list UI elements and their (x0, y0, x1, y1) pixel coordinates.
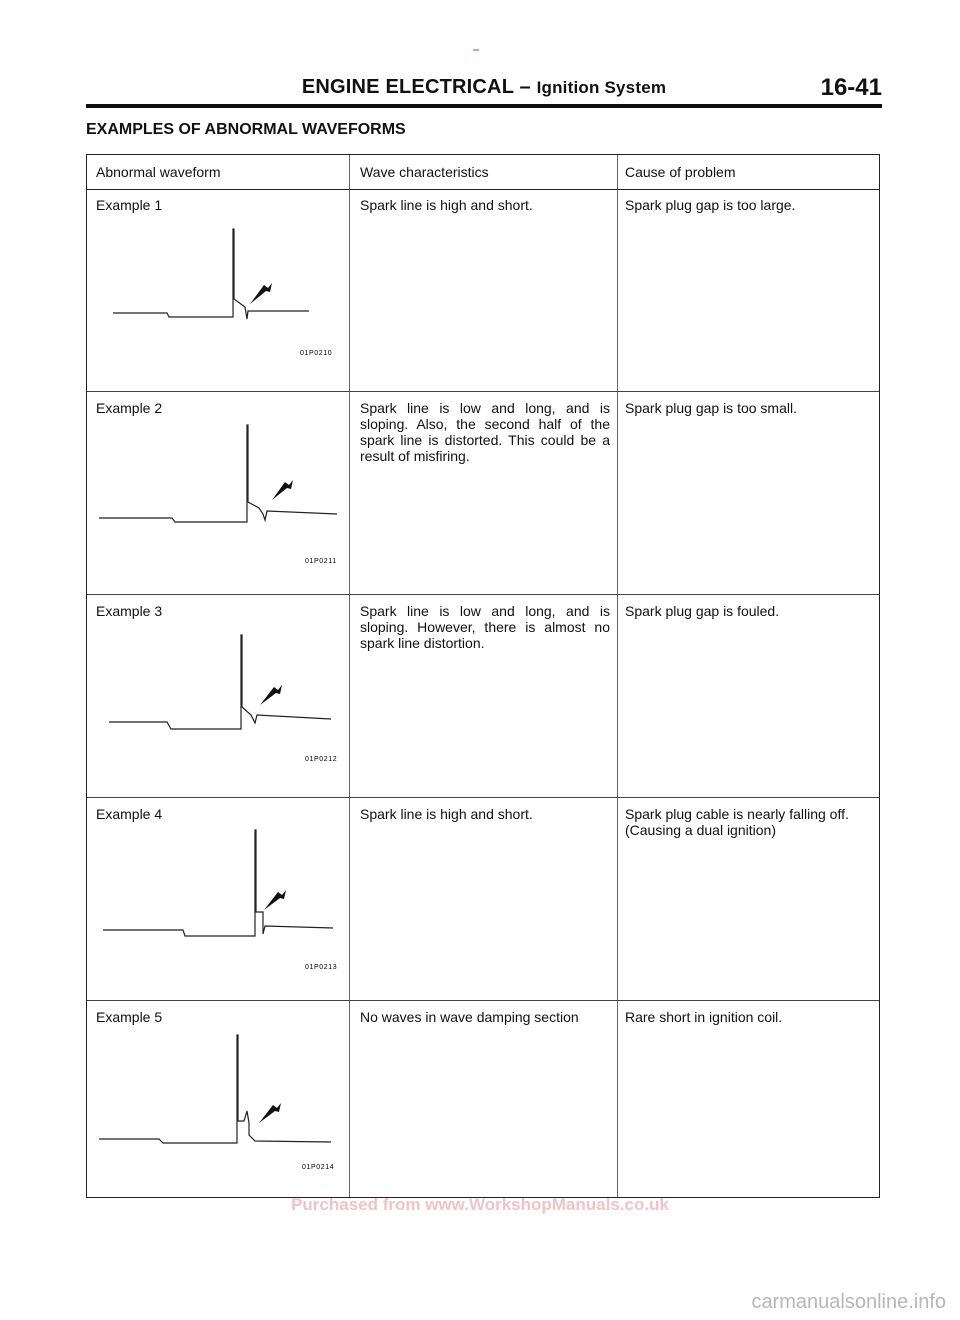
waveform-figure (87, 1001, 349, 1199)
figure-code: 01P0212 (305, 756, 338, 763)
header-title-main: ENGINE ELECTRICAL – (301, 76, 537, 98)
header-wave-characteristics: Wave characteristics (360, 164, 489, 180)
waveform-figure (87, 595, 349, 798)
waveform-trace (103, 830, 333, 936)
figure-code: 01P0214 (302, 1164, 335, 1171)
waveform-trace (99, 1035, 331, 1143)
header-abnormal-waveform: Abnormal waveform (96, 164, 221, 180)
arrow-icon (272, 480, 293, 500)
table-row (87, 1000, 879, 1198)
arrow-icon (250, 283, 272, 304)
example-label: Example 5 (96, 1009, 163, 1025)
waveform-trace (109, 635, 331, 729)
table-row (87, 391, 879, 594)
waveform-trace (113, 229, 309, 319)
cause-of-problem: Spark plug cable is nearly falling off. (Causing a dual ignition) (625, 806, 849, 838)
arrow-icon (259, 1103, 281, 1123)
header-title (86, 76, 882, 99)
print-mark (473, 49, 479, 51)
site-watermark: carmanualsonline.info (751, 1291, 946, 1313)
cause-of-problem: Rare short in ignition coil. (625, 1009, 783, 1025)
watermark-text: Purchased from www.WorkshopManuals.co.uk (291, 1195, 669, 1214)
table-row (87, 594, 879, 797)
table-row (87, 189, 879, 391)
cause-of-problem: Spark plug gap is too small. (625, 400, 797, 416)
section-title: EXAMPLES OF ABNORMAL WAVEFORMS (86, 121, 406, 138)
table-row (87, 797, 879, 1000)
example-label: Example 1 (96, 197, 163, 213)
waveform-figure (87, 392, 349, 595)
wave-characteristics: Spark line is high and short. (360, 197, 533, 213)
example-label: Example 3 (96, 603, 163, 619)
table-header (87, 155, 879, 190)
arrow-icon (260, 685, 282, 705)
wave-characteristics: Spark line is high and short. (360, 806, 533, 822)
arrow-icon (264, 890, 286, 910)
wave-characteristics: Spark line is low and long, and is sloping. However, there is almost no spark line distortion. (360, 603, 610, 651)
header-cause-of-problem: Cause of problem (625, 164, 736, 180)
figure-code: 01P0213 (305, 964, 338, 971)
figure-code: 01P0210 (300, 350, 333, 357)
cause-of-problem: Spark plug gap is too large. (625, 197, 796, 213)
wave-characteristics: Spark line is low and long, and is sloping. Also, the second half of the spark line is distorted. This could be a result of misfiring. (360, 400, 610, 464)
example-label: Example 2 (96, 400, 163, 416)
cause-of-problem: Spark plug gap is fouled. (625, 603, 780, 619)
waveform-table (86, 154, 880, 1198)
header-title-sub: Ignition System (536, 78, 667, 97)
wave-characteristics: No waves in wave damping section (360, 1009, 579, 1025)
waveform-trace (99, 425, 337, 522)
waveform-figure (87, 798, 349, 1001)
example-label: Example 4 (96, 806, 163, 822)
waveform-figure (87, 189, 349, 391)
page-header (86, 74, 882, 108)
page-number: 16-41 (820, 74, 882, 101)
figure-code: 01P0211 (305, 558, 337, 565)
